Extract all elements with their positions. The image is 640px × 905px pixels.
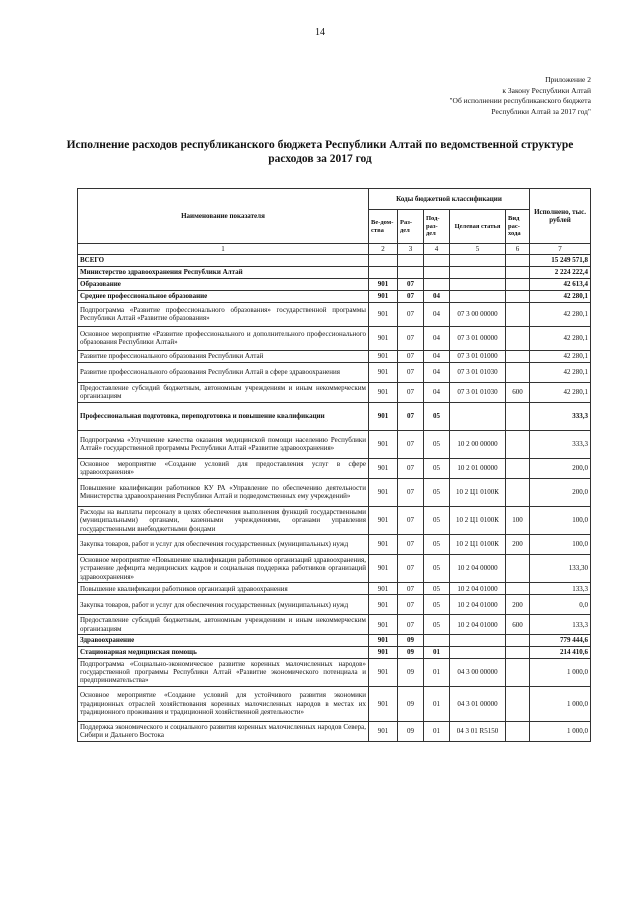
cell-dept: 901 [369,290,398,302]
cell-section: 07 [398,290,424,302]
cell-section: 07 [398,302,424,326]
header-subsection: Под-раз-дел [424,210,450,244]
cell-type [506,721,530,741]
cell-target: 07 3 01 01000 [450,350,506,362]
cell-name: Здравоохранение [78,635,369,646]
cell-subsection [424,266,450,278]
cell-amount: 42 280,1 [530,302,591,326]
cell-subsection: 01 [424,646,450,658]
cell-name: Развитие профессионального образования Республики Алтай [78,350,369,362]
cell-section: 07 [398,326,424,350]
col-number: 1 [78,244,369,255]
cell-name: Основное мероприятие «Создание условий для предоставления услуг в сфере здравоохранения» [78,458,369,478]
cell-target: 10 2 04 01000 [450,595,506,615]
cell-amount: 42 280,1 [530,350,591,362]
header-dept: Ве-дом-ства [369,210,398,244]
cell-type [506,430,530,458]
cell-section: 07 [398,382,424,402]
cell-type [506,402,530,430]
table-row [78,646,591,658]
cell-target: 04 3 00 00000 [450,658,506,686]
cell-subsection: 01 [424,721,450,741]
budget-table [77,188,591,742]
cell-name: Подпрограмма «Социально-экономическое развитие коренных малочисленных народов» государственной программы Республики Алтай «Развитие экономического потенциала и предпринимательства» [78,658,369,686]
cell-amount: 1 000,0 [530,721,591,741]
cell-amount: 42 280,1 [530,290,591,302]
table-row [78,266,591,278]
cell-amount: 0,0 [530,595,591,615]
cell-amount: 133,3 [530,615,591,635]
header-codes: Коды бюджетной классификации [369,189,530,210]
cell-type [506,290,530,302]
cell-section: 09 [398,658,424,686]
cell-section: 07 [398,458,424,478]
col-number: 5 [450,244,506,255]
cell-subsection: 04 [424,326,450,350]
cell-name: Основное мероприятие «Развитие профессионального и дополнительного профессионального образования Республики Алтай» [78,326,369,350]
table-row [78,478,591,506]
cell-subsection [424,635,450,646]
cell-subsection: 05 [424,535,450,555]
cell-dept: 901 [369,583,398,595]
cell-dept: 901 [369,430,398,458]
table-row [78,595,591,615]
cell-type [506,646,530,658]
cell-dept: 901 [369,686,398,721]
cell-amount: 200,0 [530,458,591,478]
cell-section: 07 [398,350,424,362]
cell-name: Предоставление субсидий бюджетным, автономным учреждениям и иным некоммерческим организациям [78,382,369,402]
cell-subsection: 05 [424,458,450,478]
appendix-note [449,75,591,117]
cell-dept: 901 [369,506,398,534]
cell-name: Профессиональная подготовка, переподготовка и повышение квалификации [78,402,369,430]
cell-amount: 15 249 571,8 [530,255,591,266]
cell-name: Подпрограмма «Развитие профессионального образования» государственной программы Республики Алтай «Развитие образования» [78,302,369,326]
cell-dept: 901 [369,535,398,555]
cell-name: Образование [78,278,369,290]
table-row [78,615,591,635]
cell-name: Среднее профессиональное образование [78,290,369,302]
cell-name: Стационарная медицинская помощь [78,646,369,658]
cell-section: 07 [398,478,424,506]
cell-type [506,478,530,506]
cell-name: Основное мероприятие «Создание условий для устойчивого развития экономики традиционных отраслей хозяйствования коренных малочисленных народов в местах их традиционного проживания и традиционной хозяйственной деятельности» [78,686,369,721]
cell-name: Закупка товаров, работ и услуг для обеспечения государственных (муниципальных) нужд [78,595,369,615]
header-target: Целевая статья [450,210,506,244]
table-row [78,402,591,430]
col-number: 4 [424,244,450,255]
cell-dept [369,266,398,278]
table-row [78,382,591,402]
cell-dept: 901 [369,402,398,430]
cell-name: Закупка товаров, работ и услуг для обеспечения государственных (муниципальных) нужд [78,535,369,555]
cell-target: 10 2 04 00000 [450,555,506,583]
appendix-line: Приложение 2 [545,75,591,84]
cell-amount: 779 444,6 [530,635,591,646]
cell-subsection: 04 [424,290,450,302]
cell-section [398,266,424,278]
cell-type [506,658,530,686]
cell-dept: 901 [369,350,398,362]
cell-target [450,278,506,290]
table-row [78,583,591,595]
cell-section: 07 [398,583,424,595]
cell-name: Развитие профессионального образования Республики Алтай в сфере здравоохранения [78,362,369,382]
cell-section: 09 [398,721,424,741]
cell-subsection: 05 [424,506,450,534]
cell-dept: 901 [369,302,398,326]
cell-subsection: 05 [424,615,450,635]
cell-amount: 133,30 [530,555,591,583]
cell-type [506,686,530,721]
appendix-line: к Закону Республики Алтай [502,85,591,95]
cell-target: 10 2 Ц1 0100К [450,478,506,506]
cell-target [450,646,506,658]
cell-type [506,255,530,266]
cell-name: Предоставление субсидий бюджетным, автономным учреждениям и иным некоммерческим организациям [78,615,369,635]
cell-amount: 133,3 [530,583,591,595]
cell-target: 10 2 04 01000 [450,583,506,595]
table-row [78,326,591,350]
cell-dept: 901 [369,658,398,686]
table-row [78,635,591,646]
cell-amount: 42 280,1 [530,362,591,382]
table-row [78,430,591,458]
cell-section: 07 [398,615,424,635]
cell-dept [369,255,398,266]
cell-type [506,555,530,583]
cell-type [506,362,530,382]
cell-amount: 200,0 [530,478,591,506]
cell-name: Расходы на выплаты персоналу в целях обеспечения выполнения функций государственными (муниципальными) органами, казенными учреждениями, органами управления государственными внебюджетными фондами [78,506,369,534]
cell-amount: 1 000,0 [530,686,591,721]
cell-type: 100 [506,506,530,534]
cell-target [450,255,506,266]
table-row [78,658,591,686]
cell-target: 04 3 01 00000 [450,686,506,721]
cell-section: 07 [398,535,424,555]
cell-target [450,635,506,646]
cell-target: 10 2 04 01000 [450,615,506,635]
cell-type: 600 [506,615,530,635]
cell-target: 07 3 01 01030 [450,362,506,382]
header-type: Вид рас-хода [506,210,530,244]
cell-dept: 901 [369,278,398,290]
cell-name: Министерство здравоохранения Республики Алтай [78,266,369,278]
col-number: 7 [530,244,591,255]
document-title: Исполнение расходов республиканского бюджета Республики Алтай по ведомственной структуре расходов за 2017 год [66,139,574,165]
table-row [78,721,591,741]
cell-target: 04 3 01 R5150 [450,721,506,741]
cell-type [506,266,530,278]
cell-subsection: 05 [424,583,450,595]
cell-name: Повышение квалификации работников организаций здравоохранения [78,583,369,595]
cell-amount: 1 000,0 [530,658,591,686]
cell-section: 07 [398,362,424,382]
col-number: 2 [369,244,398,255]
cell-target: 07 3 01 01030 [450,382,506,402]
cell-section: 09 [398,646,424,658]
cell-type [506,302,530,326]
cell-type [506,583,530,595]
page-number: 14 [315,27,325,38]
cell-target [450,290,506,302]
cell-amount: 42 280,1 [530,326,591,350]
cell-subsection: 05 [424,430,450,458]
header-executed: Исполнено, тыс. рублей [530,189,591,244]
table-row [78,535,591,555]
cell-type [506,635,530,646]
cell-dept: 901 [369,555,398,583]
cell-section: 07 [398,278,424,290]
cell-subsection: 05 [424,595,450,615]
cell-subsection [424,278,450,290]
cell-subsection: 04 [424,302,450,326]
cell-amount: 100,0 [530,535,591,555]
cell-type [506,326,530,350]
cell-section: 07 [398,430,424,458]
cell-type [506,278,530,290]
cell-amount: 42 280,1 [530,382,591,402]
cell-subsection [424,255,450,266]
cell-target: 10 2 01 00000 [450,458,506,478]
cell-dept: 901 [369,362,398,382]
table-row [78,555,591,583]
cell-name: Основное мероприятие «Повышение квалификации работников организаций здравоохранения, устранение дефицита медицинских кадров и социальная поддержка работников организаций здравоохранения» [78,555,369,583]
cell-subsection: 04 [424,382,450,402]
cell-subsection: 05 [424,555,450,583]
cell-amount: 333,3 [530,402,591,430]
col-number: 3 [398,244,424,255]
cell-name: Поддержка экономического и социального развития коренных малочисленных народов Севера, Сибири и Дальнего Востока [78,721,369,741]
cell-section: 07 [398,506,424,534]
cell-dept: 901 [369,478,398,506]
table-row [78,255,591,266]
cell-amount: 214 410,6 [530,646,591,658]
table-row [78,278,591,290]
cell-dept: 901 [369,646,398,658]
cell-target: 10 2 00 00000 [450,430,506,458]
cell-type: 200 [506,535,530,555]
cell-section: 09 [398,635,424,646]
cell-type [506,350,530,362]
cell-subsection: 01 [424,686,450,721]
table-row [78,350,591,362]
cell-name: Подпрограмма «Улучшение качества оказания медицинской помощи населению Республики Алтай» государственной программы Республики Алтай «Развитие здравоохранения» [78,430,369,458]
cell-subsection: 04 [424,350,450,362]
cell-dept: 901 [369,595,398,615]
cell-subsection: 04 [424,362,450,382]
cell-type [506,458,530,478]
table-row [78,506,591,534]
cell-dept: 901 [369,458,398,478]
cell-dept: 901 [369,615,398,635]
table-row [78,290,591,302]
cell-type: 600 [506,382,530,402]
cell-target: 10 2 Ц1 0100К [450,535,506,555]
cell-target: 10 2 Ц1 0100К [450,506,506,534]
cell-dept: 901 [369,326,398,350]
cell-dept: 901 [369,635,398,646]
cell-amount: 2 224 222,4 [530,266,591,278]
cell-subsection: 05 [424,402,450,430]
cell-section: 09 [398,686,424,721]
table-row [78,686,591,721]
cell-section: 07 [398,595,424,615]
table-row [78,362,591,382]
cell-amount: 333,3 [530,430,591,458]
cell-type: 200 [506,595,530,615]
cell-target: 07 3 01 00000 [450,326,506,350]
cell-target [450,402,506,430]
cell-dept: 901 [369,382,398,402]
cell-dept: 901 [369,721,398,741]
cell-amount: 100,0 [530,506,591,534]
cell-section: 07 [398,402,424,430]
cell-section [398,255,424,266]
cell-section: 07 [398,555,424,583]
cell-target: 07 3 00 00000 [450,302,506,326]
cell-target [450,266,506,278]
table-row [78,302,591,326]
cell-name: Повышение квалификации работников КУ РА «Управление по обеспечению деятельности Министерства здравоохранения Республики Алтай и подведомственных ему учреждений» [78,478,369,506]
header-name: Наименование показателя [78,189,369,244]
table-body [78,255,591,741]
col-number: 6 [506,244,530,255]
appendix-line: "Об исполнении республиканского бюджета [449,96,591,105]
cell-name: ВСЕГО [78,255,369,266]
cell-amount: 42 613,4 [530,278,591,290]
appendix-line: Республики Алтай за 2017 год" [491,106,591,116]
table-row [78,458,591,478]
cell-subsection: 05 [424,478,450,506]
header-section: Раз-дел [398,210,424,244]
cell-subsection: 01 [424,658,450,686]
